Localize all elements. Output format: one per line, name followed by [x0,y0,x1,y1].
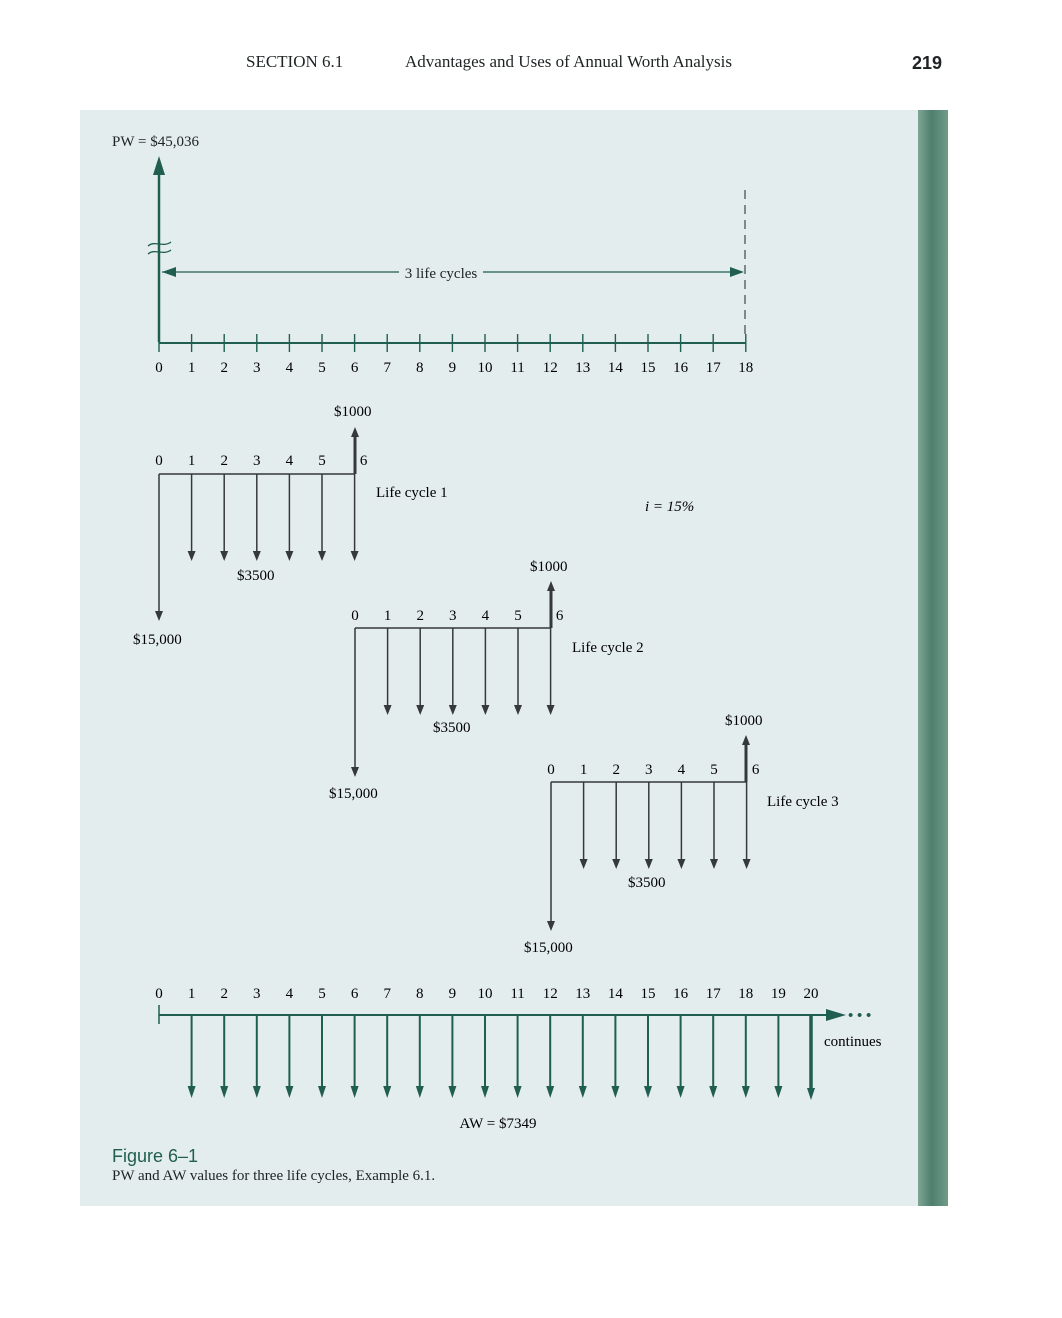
lc1-tick-label: 3 [253,453,261,469]
pw-label: PW = $45,036 [112,134,199,150]
aw-tick-labels [155,986,818,1002]
aw-diagram [155,986,881,1132]
lc2-tick-label: 5 [514,608,522,624]
life-cycle-2 [329,559,644,802]
lc3-tick-label: 5 [710,762,718,778]
aw-axis-arrowhead [826,1009,846,1021]
lc3-salvage-label: $1000 [725,713,763,729]
aw-tick-label: 20 [803,986,819,1002]
aw-tick-label: 1 [187,986,196,1002]
top-tick-label: 14 [607,360,623,376]
top-tick-label: 15 [640,360,656,376]
lc2-annual-arrows [388,628,551,710]
lc3-first-cost-label: $15,000 [524,940,573,956]
aw-tick-label: 18 [738,986,754,1002]
aw-tick-label: 0 [155,986,163,1002]
lc1-annual-arrows [192,474,355,556]
lc3-tick-label: 3 [645,762,653,778]
header-title: Advantages and Uses of Annual Worth Analysis [405,52,732,71]
span-arrow-left [162,267,176,277]
top-tick-label: 0 [155,360,163,376]
aw-tick-label: 2 [220,986,228,1002]
top-tick-label: 17 [705,360,721,376]
aw-tick-label: 9 [448,986,457,1002]
lc3-annual-arrows [584,782,747,864]
figure-caption: PW and AW values for three life cycles, Example 6.1. [112,1168,436,1184]
aw-tick-label: 8 [416,986,424,1002]
lc3-tick-label: 6 [751,762,760,778]
page-number: 219 [912,53,943,73]
lc1-tick-label: 4 [285,453,294,469]
top-tick-label: 8 [416,360,424,376]
lc1-tick-label: 2 [220,453,228,469]
top-tick-label: 4 [285,360,294,376]
lc1-tick-labels [155,453,368,469]
lc2-first-cost-label: $15,000 [329,786,378,802]
top-tick-label: 2 [220,360,228,376]
aw-tick-label: 3 [253,986,261,1002]
lc1-tick-label: 1 [187,453,196,469]
lc3-tick-label: 2 [612,762,620,778]
top-ticks [155,334,753,376]
top-tick-label: 5 [318,360,326,376]
lc1-tick-label: 6 [359,453,368,469]
top-tick-label: 11 [510,360,525,376]
top-tick-label: 6 [350,360,359,376]
lc3-tick-labels [547,762,760,778]
top-tick-label: 3 [253,360,261,376]
continues-dots: • • • [848,1008,872,1024]
lc1-annual-label: $3500 [237,568,275,584]
top-tick-label: 1 [187,360,196,376]
lc2-tick-label: 3 [449,608,457,624]
lc3-tick-label: 4 [677,762,686,778]
aw-tick-label: 7 [383,986,391,1002]
lc2-annual-label: $3500 [433,720,471,736]
lc2-name: Life cycle 2 [572,640,644,656]
aw-tick-label: 11 [510,986,525,1002]
aw-tick-label: 19 [770,986,786,1002]
lc2-tick-label: 2 [416,608,424,624]
top-tick-label: 18 [738,360,754,376]
lc1-tick-label: 0 [155,453,163,469]
lc1-tick-label: 5 [318,453,326,469]
pw-arrowhead [153,156,165,175]
lc2-tick-label: 0 [351,608,359,624]
interest-rate: i = 15% [645,499,695,515]
lc1-salvage-label: $1000 [334,404,372,420]
lc2-tick-label: 4 [481,608,490,624]
top-tick-label: 7 [383,360,391,376]
lc2-tick-label: 6 [555,608,564,624]
span-label: 3 life cycles [404,266,478,282]
lc3-tick-label: 1 [579,762,588,778]
aw-tick-label: 13 [575,986,591,1002]
aw-tick-label: 10 [477,986,493,1002]
pw-diagram [112,134,753,376]
lc1-first-cost-label: $15,000 [133,632,182,648]
aw-tick-label: 5 [318,986,326,1002]
aw-tick-label: 15 [640,986,656,1002]
top-tick-label: 12 [542,360,558,376]
aw-tick-label: 17 [705,986,721,1002]
aw-tick-label: 16 [673,986,689,1002]
continues-label: continues [824,1034,882,1050]
aw-tick-label: 12 [542,986,558,1002]
lc2-tick-labels [351,608,564,624]
section-header: SECTION 6.1 [246,52,344,71]
top-tick-label: 10 [477,360,493,376]
life-cycle-3 [524,713,839,956]
life-cycle-1 [133,404,448,648]
span-arrow-right [730,267,744,277]
aw-annual-arrows [192,1015,811,1094]
figure-label: Figure 6–1 [112,1146,199,1166]
aw-tick-label: 4 [285,986,294,1002]
top-tick-label: 9 [448,360,457,376]
lc2-salvage-label: $1000 [530,559,568,575]
lc3-tick-label: 0 [547,762,555,778]
top-tick-label: 16 [673,360,689,376]
top-tick-label: 13 [575,360,591,376]
lc3-annual-label: $3500 [628,875,666,891]
lc3-name: Life cycle 3 [767,794,839,810]
aw-tick-label: 6 [350,986,359,1002]
aw-tick-label: 14 [607,986,623,1002]
lc2-tick-label: 1 [383,608,392,624]
lc1-name: Life cycle 1 [376,485,448,501]
aw-label: AW = $7349 [459,1116,537,1132]
